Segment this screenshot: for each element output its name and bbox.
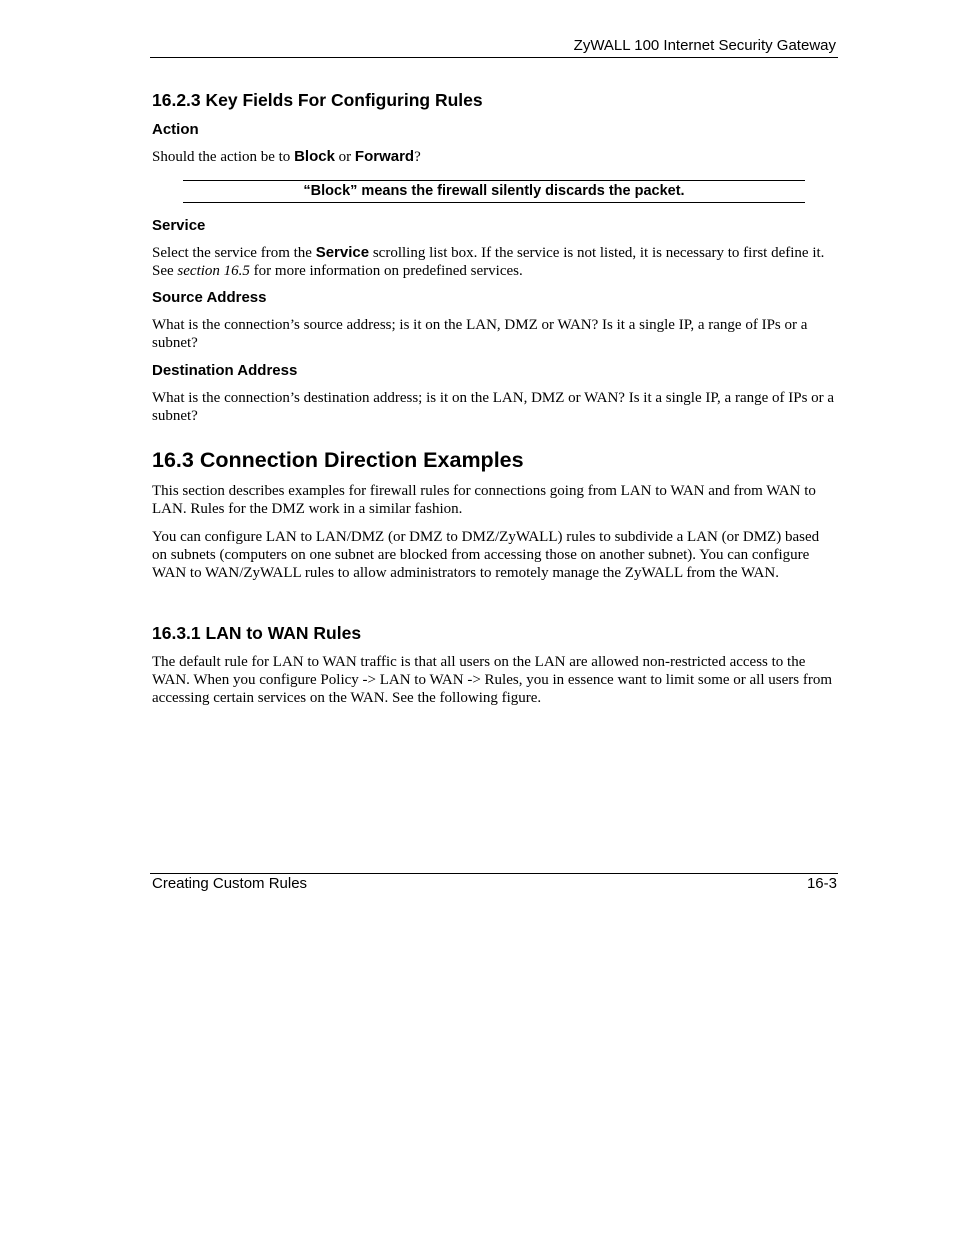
- section-heading-16-2-3: 16.2.3 Key Fields For Configuring Rules: [152, 90, 483, 110]
- service-text-before: Select the service from the: [152, 245, 316, 261]
- block-note-box: “Block” means the firewall silently discards the packet.: [183, 180, 805, 203]
- field-heading-action: Action: [152, 121, 199, 138]
- section-heading-16-3: 16.3 Connection Direction Examples: [152, 448, 524, 472]
- section-heading-16-3-1: 16.3.1 LAN to WAN Rules: [152, 623, 362, 643]
- service-description: [152, 244, 836, 280]
- section-reference-link: section 16.5: [177, 263, 250, 279]
- destination-address-description: What is the connection’s destination address; is it on the LAN, DMZ or WAN? Is it a single IP, a range of IPs or a subnet?: [152, 390, 835, 424]
- field-heading-service: Service: [152, 217, 206, 234]
- action-text-after: ?: [414, 149, 421, 165]
- action-text-or: or: [334, 149, 355, 165]
- field-heading-destination-address: Destination Address: [152, 362, 298, 379]
- service-term: Service: [315, 244, 370, 261]
- service-text-after: for more information on predefined services.: [249, 263, 523, 279]
- action-description: [152, 148, 836, 166]
- footer-chapter-title: Creating Custom Rules: [152, 875, 308, 892]
- running-header: ZyWALL 100 Internet Security Gateway: [573, 37, 836, 54]
- header-divider: [150, 57, 838, 58]
- footer-divider: [150, 873, 838, 874]
- service-text-middle: scrolling list box. If the service is not listed, it is necessary to first define it. See: [152, 245, 825, 279]
- forward-term: Forward: [354, 148, 415, 165]
- section-16-3-paragraph-1: This section describes examples for firewall rules for connections going from LAN to WAN and from WAN to LAN. Rules for the DMZ work in a similar fashion.: [152, 483, 816, 517]
- footer-page-number: 16-3: [806, 875, 837, 892]
- field-heading-source-address: Source Address: [152, 289, 267, 306]
- block-term: Block: [294, 148, 335, 165]
- source-address-description: What is the connection’s source address; is it on the LAN, DMZ or WAN? Is it a single IP, a range of IPs or a subnet?: [152, 317, 808, 351]
- section-16-3-paragraph-2: You can configure LAN to LAN/DMZ (or DMZ to DMZ/ZyWALL) rules to subdivide a LAN (or DMZ) based on subnets (computers on one subnet are blocked from accessing those on another subnet). You can configure WAN to WAN/ZyWALL rules to allow administrators to remotely manage the ZyWALL from the WAN.: [152, 529, 820, 581]
- section-16-3-1-paragraph: The default rule for LAN to WAN traffic is that all users on the LAN are allowed non-restricted access to the WAN. When you configure Policy -> LAN to WAN -> Rules, you in essence want to limit some or all users from accessing certain services on the WAN. See the following figure.: [152, 654, 832, 706]
- action-text-before: Should the action be to: [152, 149, 295, 165]
